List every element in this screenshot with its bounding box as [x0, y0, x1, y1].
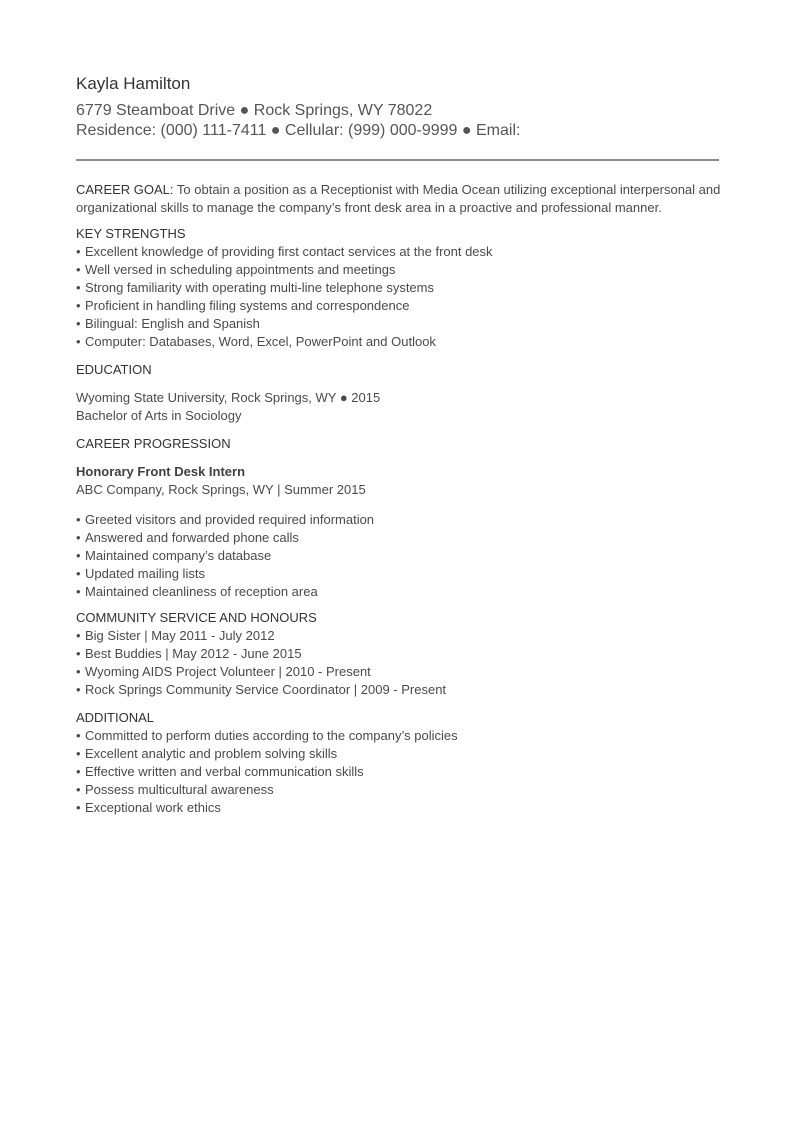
bullet-icon: • [76, 530, 81, 545]
key-strengths-list [76, 243, 493, 351]
community-list [76, 627, 446, 699]
bullet-icon: • [76, 244, 81, 259]
bullet-icon: • [76, 512, 81, 527]
job-duties-list [76, 511, 374, 601]
bullet-icon: • [76, 782, 81, 797]
list-item: • Updated mailing lists [76, 566, 205, 581]
bullet-icon: • [76, 664, 81, 679]
list-item: • Computer: Databases, Word, Excel, PowerPoint and Outlook [76, 334, 436, 349]
bullet-icon: • [76, 566, 81, 581]
list-item: • Committed to perform duties according to the company’s policies [76, 728, 458, 743]
job-title: Honorary Front Desk Intern [76, 464, 246, 479]
list-item: • Answered and forwarded phone calls [76, 530, 299, 545]
list-item: • Big Sister | May 2011 - July 2012 [76, 628, 275, 643]
bullet-icon: • [76, 298, 81, 313]
candidate-name: Kayla Hamilton [76, 74, 191, 93]
additional-list [76, 727, 458, 817]
list-item: • Excellent knowledge of providing first contact services at the front desk [76, 244, 493, 259]
education-school: Wyoming State University, Rock Springs, WY ● 2015 [76, 390, 381, 405]
header-divider [76, 159, 719, 161]
bullet-icon: • [76, 800, 81, 815]
bullet-icon: • [76, 682, 81, 697]
career-goal [76, 181, 726, 217]
list-item: • Best Buddies | May 2012 - June 2015 [76, 646, 302, 661]
career-progression-heading: CAREER PROGRESSION [76, 436, 231, 451]
address-line: 6779 Steamboat Drive ● Rock Springs, WY 78022 [76, 102, 433, 119]
bullet-icon: • [76, 262, 81, 277]
list-item: • Wyoming AIDS Project Volunteer | 2010 - Present [76, 664, 371, 679]
bullet-icon: • [76, 280, 81, 295]
bullet-icon: • [76, 746, 81, 761]
list-item: • Excellent analytic and problem solving skills [76, 746, 338, 761]
additional-heading: ADDITIONAL [76, 710, 155, 725]
list-item: • Maintained cleanliness of reception area [76, 584, 318, 599]
list-item: • Rock Springs Community Service Coordinator | 2009 - Present [76, 682, 447, 697]
key-strengths-heading: KEY STRENGTHS [76, 226, 186, 241]
community-heading: COMMUNITY SERVICE AND HONOURS [76, 610, 317, 625]
list-item: • Well versed in scheduling appointments and meetings [76, 262, 396, 277]
bullet-icon: • [76, 548, 81, 563]
career-goal-label: CAREER GOAL: [76, 182, 174, 197]
list-item: • Maintained company’s database [76, 548, 272, 563]
bullet-icon: • [76, 728, 81, 743]
list-item: • Bilingual: English and Spanish [76, 316, 260, 331]
bullet-icon: • [76, 628, 81, 643]
list-item: • Proficient in handling filing systems and correspondence [76, 298, 410, 313]
job-company: ABC Company, Rock Springs, WY | Summer 2015 [76, 482, 366, 497]
bullet-icon: • [76, 316, 81, 331]
bullet-icon: • [76, 764, 81, 779]
education-degree: Bachelor of Arts in Sociology [76, 408, 242, 423]
bullet-icon: • [76, 646, 81, 661]
list-item: • Possess multicultural awareness [76, 782, 274, 797]
list-item: • Exceptional work ethics [76, 800, 221, 815]
bullet-icon: • [76, 334, 81, 349]
career-goal-text: To obtain a position as a Receptionist with Media Ocean utilizing exceptional interpersonal and organizational skills to manage the company’s front desk area in a proactive and professional manner. [76, 182, 721, 215]
bullet-icon: • [76, 584, 81, 599]
list-item: • Effective written and verbal communication skills [76, 764, 364, 779]
phone-line: Residence: (000) 111-7411 ● Cellular: (999) 000-9999 ● Email: [76, 122, 521, 139]
list-item: • Greeted visitors and provided required information [76, 512, 375, 527]
education-heading: EDUCATION [76, 362, 152, 377]
list-item: • Strong familiarity with operating multi-line telephone systems [76, 280, 434, 295]
